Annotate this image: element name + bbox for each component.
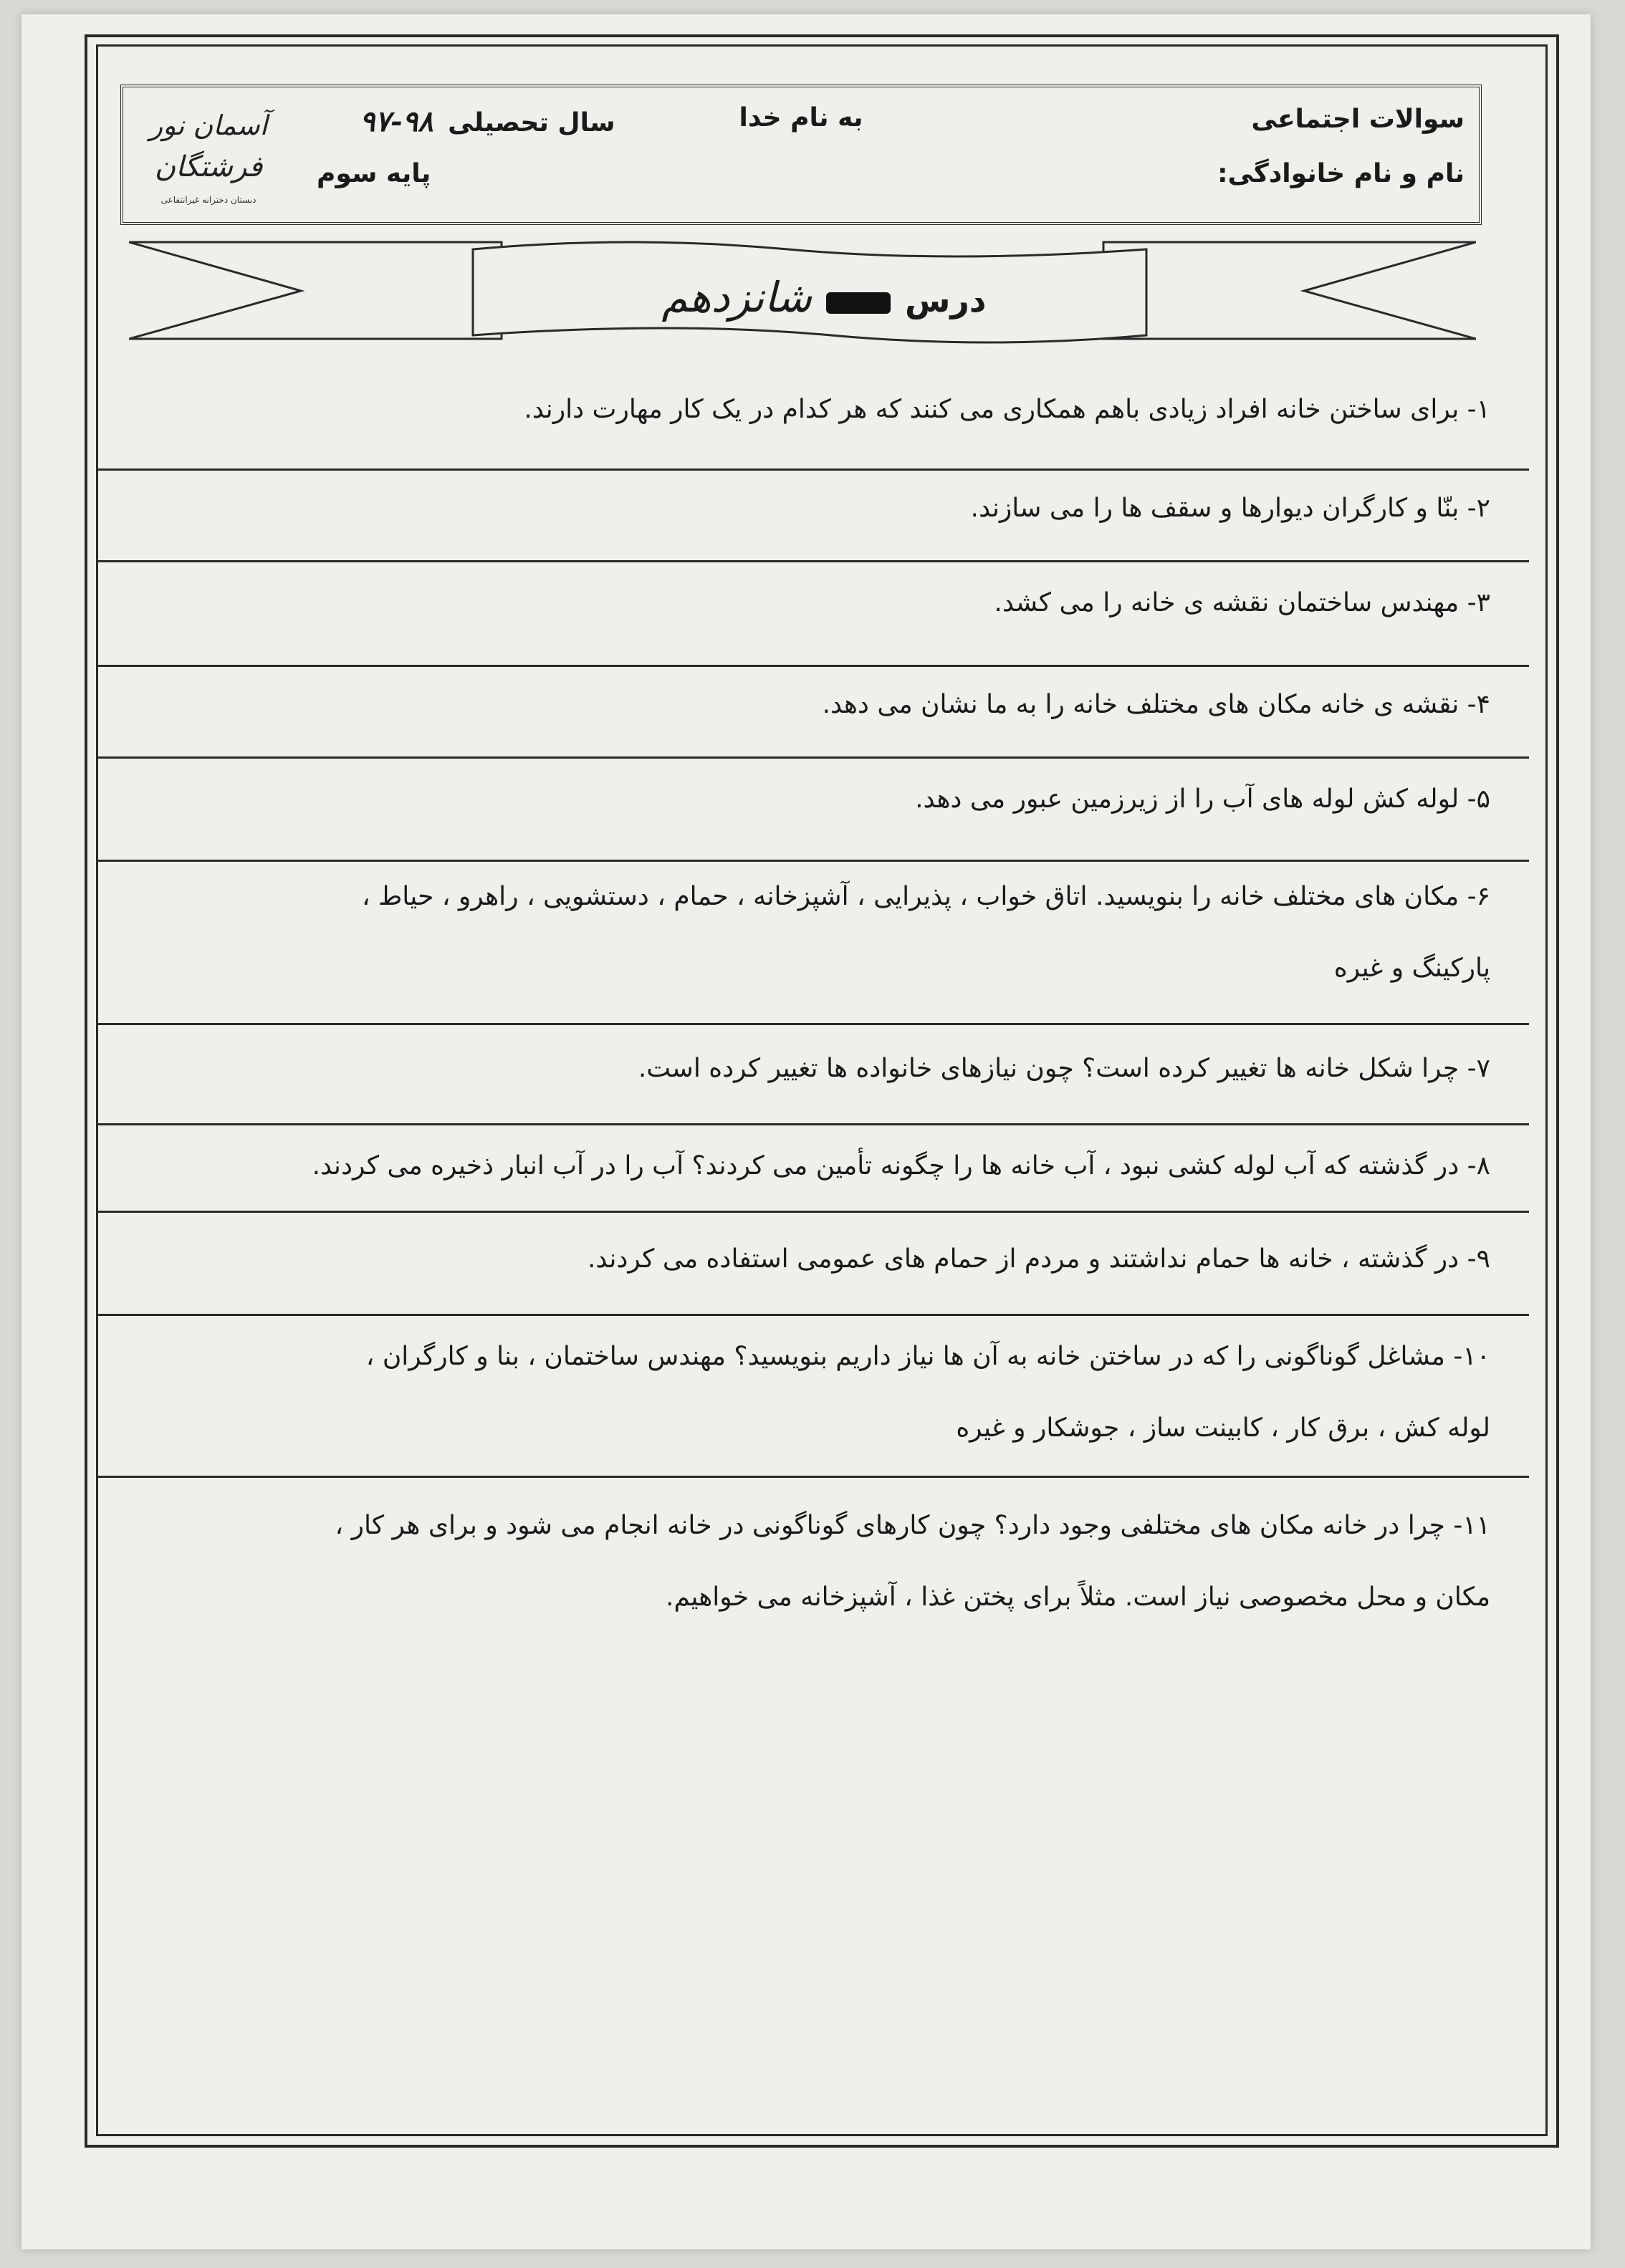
question-10-continued: لوله کش ، برق کار ، کابینت ساز ، جوشکار و غیره — [956, 1413, 1490, 1443]
svg-text:دبستان دخترانه غیرانتفاعی: دبستان دخترانه غیرانتفاعی — [160, 195, 257, 205]
school-logo — [140, 99, 277, 213]
divider — [96, 1476, 1529, 1478]
question-3: ۳- مهندس ساختمان نقشه ی خانه را می کشد. — [994, 588, 1490, 618]
divider — [96, 860, 1529, 862]
bismillah: به نام خدا — [739, 103, 863, 133]
divider — [96, 560, 1529, 562]
question-11-continued: مکان و محل مخصوصی نیاز است. مثلاً برای پختن غذا ، آشپزخانه می خواهیم. — [666, 1582, 1490, 1612]
divider — [96, 1314, 1529, 1316]
svg-text:فرشتگان: فرشتگان — [154, 150, 263, 183]
svg-text:آسمان نور: آسمان نور — [149, 110, 268, 141]
question-5: ۵- لوله کش لوله های آب را از زیرزمین عبور می دهد. — [915, 784, 1490, 814]
divider — [96, 1211, 1529, 1213]
lesson-label: درس — [904, 281, 987, 319]
student-name-label: نام و نام خانوادگی: — [1217, 159, 1465, 188]
school-year-label: سال تحصیلی — [448, 108, 615, 138]
question-7: ۷- چرا شکل خانه ها تغییر کرده است؟ چون نیازهای خانواده ها تغییر کرده است. — [638, 1054, 1490, 1083]
divider — [96, 665, 1529, 667]
question-6-continued: پارکینگ و غیره — [1333, 953, 1490, 983]
divider — [96, 1023, 1529, 1025]
question-8: ۸- در گذشته که آب لوله کشی نبود ، آب خانه ها را چگونه تأمین می کردند؟ آب را در آب انبار ذخیره می کردند. — [312, 1151, 1490, 1181]
grade-label: پایه سوم — [317, 159, 431, 188]
divider — [96, 469, 1529, 471]
exam-header — [120, 85, 1482, 225]
question-9: ۹- در گذشته ، خانه ها حمام نداشتند و مردم از حمام های عمومی استفاده می کردند. — [587, 1244, 1490, 1274]
question-4: ۴- نقشه ی خانه مکان های مختلف خانه را به ما نشان می دهد. — [822, 690, 1490, 719]
divider — [96, 756, 1529, 759]
lesson-number-handwritten: شانزدهم — [661, 273, 812, 322]
question-2: ۲- بنّا و کارگران دیوارها و سقف ها را می سازند. — [970, 494, 1490, 523]
question-1: ۱- برای ساختن خانه افراد زیادی باهم همکاری می کنند که هر کدام در یک کار مهارت دارند. — [524, 395, 1490, 424]
question-10: ۱۰- مشاغل گوناگونی را که در ساختن خانه به آن ها نیاز داریم بنویسید؟ مهندس ساختمان ، بنا و کارگران ، — [365, 1342, 1490, 1371]
question-6: ۶- مکان های مختلف خانه را بنویسید. اتاق خواب ، پذیرایی ، آشپزخانه ، حمام ، دستشویی ، راهرو ، حیاط ، — [361, 882, 1490, 911]
divider — [96, 1123, 1529, 1125]
question-11: ۱۱- چرا در خانه مکان های مختلفی وجود دارد؟ چون کارهای گوناگونی در خانه انجام می شود و برای هر کار ، — [335, 1511, 1490, 1540]
lesson-title — [502, 258, 1146, 337]
school-year — [360, 105, 615, 138]
school-year-value: ۹۸-۹۷ — [360, 105, 433, 138]
subject-title: سوالات اجتماعی — [1251, 105, 1465, 134]
redaction-mark — [826, 292, 891, 314]
